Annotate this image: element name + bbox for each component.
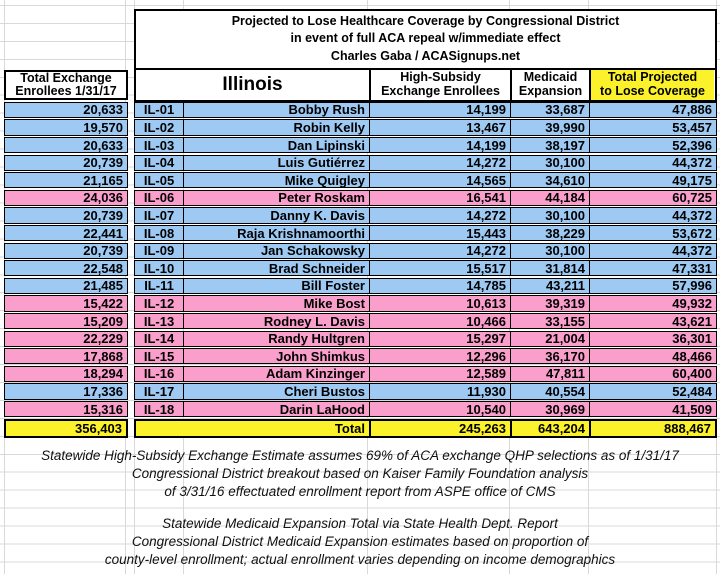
cell-representative: Mike Quigley — [183, 173, 369, 187]
cell-medicaid: 33,155 — [510, 314, 589, 328]
cell-high-subsidy: 16,541 — [369, 191, 510, 205]
footnote-line: Statewide Medicaid Expansion Total via State Health Dept. Report — [162, 515, 558, 531]
cell-medicaid: 30,969 — [510, 402, 589, 416]
table-row — [134, 137, 717, 153]
cell-district: IL-07 — [143, 208, 175, 224]
cell-total-projected: 53,457 — [589, 120, 716, 134]
cell-high-subsidy: 11,930 — [369, 384, 510, 398]
cell-medicaid: 36,170 — [510, 349, 589, 363]
cell-high-subsidy: 12,296 — [369, 349, 510, 363]
column-header-row — [136, 68, 715, 100]
table-row — [134, 383, 717, 399]
main-rows-container — [134, 102, 717, 419]
left-row: 20,633 — [4, 137, 128, 153]
left-column-header — [4, 70, 128, 100]
cell-high-subsidy: 12,589 — [369, 367, 510, 381]
left-row: 20,739 — [4, 155, 128, 171]
left-row: 17,336 — [4, 383, 128, 399]
cell-total-projected: 44,372 — [589, 208, 716, 222]
left-row: 15,209 — [4, 313, 128, 329]
cell-medicaid: 34,610 — [510, 173, 589, 187]
cell-total-projected: 52,484 — [589, 384, 716, 398]
left-column-header-line2: Enrollees 1/31/17 — [15, 84, 117, 98]
left-row: 21,485 — [4, 278, 128, 294]
cell-district: IL-02 — [143, 120, 175, 136]
cell-representative: Cheri Bustos — [183, 384, 369, 398]
col-high-subsidy-line2: Exchange Enrollees — [381, 83, 500, 98]
cell-district: IL-04 — [143, 155, 175, 171]
cell-medicaid: 38,197 — [510, 138, 589, 152]
cell-total-projected: 47,331 — [589, 261, 716, 275]
cell-total-projected: 48,466 — [589, 349, 716, 363]
cell-high-subsidy: 10,466 — [369, 314, 510, 328]
cell-district: IL-01 — [143, 102, 175, 118]
cell-high-subsidy: 14,785 — [369, 279, 510, 293]
cell-representative: Raja Krishnamoorthi — [183, 226, 369, 240]
left-row: 15,422 — [4, 295, 128, 311]
title-line3: Charles Gaba / ACASignups.net — [330, 48, 521, 63]
col-total-line1: Total Projected — [607, 70, 698, 84]
total-medicaid-value: 643,204 — [510, 421, 589, 436]
table-row — [134, 225, 717, 241]
left-row: 20,739 — [4, 207, 128, 223]
cell-high-subsidy: 14,199 — [369, 138, 510, 152]
cell-representative: Randy Hultgren — [183, 332, 369, 346]
cell-representative: Danny K. Davis — [183, 208, 369, 222]
left-row: 22,229 — [4, 331, 128, 347]
cell-high-subsidy: 15,517 — [369, 261, 510, 275]
footnote-line: county-level enrollment; actual enrollment varies depending on income demographics — [104, 551, 616, 567]
main-total-row — [134, 419, 717, 438]
total-row-label: Total — [334, 420, 365, 436]
cell-high-subsidy: 14,272 — [369, 244, 510, 258]
footnote-block-medicaid — [0, 515, 720, 569]
table-row — [134, 243, 717, 259]
cell-high-subsidy: 14,199 — [369, 103, 510, 117]
cell-medicaid: 30,100 — [510, 156, 589, 170]
cell-representative: John Shimkus — [183, 349, 369, 363]
cell-district: IL-09 — [143, 243, 175, 259]
cell-medicaid: 21,004 — [510, 332, 589, 346]
col-high-subsidy-line1: High-Subsidy — [400, 70, 481, 84]
footnote-block-exchange — [0, 447, 720, 501]
cell-representative: Mike Bost — [183, 296, 369, 310]
cell-representative: Darin LaHood — [183, 402, 369, 416]
cell-medicaid: 30,100 — [510, 244, 589, 258]
cell-high-subsidy: 14,565 — [369, 173, 510, 187]
cell-district: IL-13 — [143, 313, 175, 329]
table-row — [134, 190, 717, 206]
cell-total-projected: 49,175 — [589, 173, 716, 187]
cell-high-subsidy: 15,443 — [369, 226, 510, 240]
cell-representative: Dan Lipinski — [183, 138, 369, 152]
left-row: 22,548 — [4, 260, 128, 276]
cell-medicaid: 47,811 — [510, 367, 589, 381]
cell-medicaid: 31,814 — [510, 261, 589, 275]
left-row: 15,316 — [4, 401, 128, 417]
cell-total-projected: 36,301 — [589, 332, 716, 346]
cell-medicaid: 43,211 — [510, 279, 589, 293]
left-row: 18,294 — [4, 366, 128, 382]
footnote-line: Congressional District breakout based on Kaiser Family Foundation analysis — [131, 466, 589, 481]
cell-total-projected: 60,725 — [589, 191, 716, 205]
table-row — [134, 155, 717, 171]
cell-medicaid: 44,184 — [510, 191, 589, 205]
cell-district: IL-05 — [143, 172, 175, 188]
cell-district: IL-06 — [143, 190, 175, 206]
cell-medicaid: 39,319 — [510, 296, 589, 310]
cell-representative: Brad Schneider — [183, 261, 369, 275]
cell-total-projected: 44,372 — [589, 156, 716, 170]
cell-medicaid: 33,687 — [510, 103, 589, 117]
cell-total-projected: 52,396 — [589, 138, 716, 152]
table-row — [134, 313, 717, 329]
title-line2: in event of full ACA repeal w/immediate effect — [290, 31, 561, 46]
cell-representative: Peter Roskam — [183, 191, 369, 205]
table-row — [134, 348, 717, 364]
footnote-line: Congressional District Medicaid Expansion estimates based on proportion of — [131, 533, 589, 549]
footnote-line: of 3/31/16 effectuated enrollment report from ASPE office of CMS — [164, 484, 556, 499]
cell-high-subsidy: 10,540 — [369, 402, 510, 416]
col-medicaid-header — [510, 70, 589, 100]
left-rows-container — [4, 102, 128, 419]
col-medicaid-line2: Expansion — [518, 83, 583, 98]
left-row: 22,441 — [4, 225, 128, 241]
cell-high-subsidy: 14,272 — [369, 208, 510, 222]
table-row — [134, 172, 717, 188]
cell-total-projected: 53,672 — [589, 226, 716, 240]
left-row: 24,036 — [4, 190, 128, 206]
table-title — [136, 11, 715, 68]
cell-representative: Adam Kinzinger — [183, 367, 369, 381]
total-projected-value: 888,467 — [589, 421, 715, 436]
col-total-line2: to Lose Coverage — [600, 83, 705, 98]
left-row: 19,570 — [4, 119, 128, 135]
footnote-line: Statewide High-Subsidy Exchange Estimate assumes 69% of ACA exchange QHP selections as of 1/31/17 — [41, 448, 679, 463]
cell-total-projected: 41,509 — [589, 402, 716, 416]
cell-total-projected: 47,886 — [589, 103, 716, 117]
cell-representative: Robin Kelly — [183, 120, 369, 134]
cell-district: IL-08 — [143, 225, 175, 241]
cell-representative: Rodney L. Davis — [183, 314, 369, 328]
table-row — [134, 278, 717, 294]
state-header — [136, 70, 369, 100]
cell-medicaid: 40,554 — [510, 384, 589, 398]
cell-district: IL-17 — [143, 383, 175, 399]
table-row — [134, 331, 717, 347]
left-row: 21,165 — [4, 172, 128, 188]
table-row — [134, 260, 717, 276]
cell-district: IL-18 — [143, 401, 175, 417]
cell-district: IL-03 — [143, 137, 175, 153]
title-line1: Projected to Lose Healthcare Coverage by Congressional District — [231, 13, 620, 28]
cell-total-projected: 57,996 — [589, 279, 716, 293]
table-row — [134, 295, 717, 311]
left-column-header-line1: Total Exchange — [20, 71, 112, 85]
col-high-subsidy-header — [369, 70, 510, 100]
cell-total-projected: 60,400 — [589, 367, 716, 381]
main-table-header — [134, 9, 717, 102]
cell-representative: Luis Gutiérrez — [183, 156, 369, 170]
cell-representative: Bobby Rush — [183, 103, 369, 117]
left-total-cell — [4, 419, 128, 438]
state-label: Illinois — [222, 73, 283, 95]
cell-total-projected: 43,621 — [589, 314, 716, 328]
cell-representative: Jan Schakowsky — [183, 244, 369, 258]
col-total-header — [589, 70, 714, 100]
cell-district: IL-15 — [143, 348, 175, 364]
cell-medicaid: 30,100 — [510, 208, 589, 222]
cell-total-projected: 44,372 — [589, 244, 716, 258]
total-high-subsidy-value: 245,263 — [369, 421, 510, 436]
table-row — [134, 119, 717, 135]
cell-high-subsidy: 13,467 — [369, 120, 510, 134]
cell-high-subsidy: 10,613 — [369, 296, 510, 310]
total-exchange-enrollees-value: 356,403 — [75, 420, 122, 436]
left-row: 20,633 — [4, 102, 128, 118]
cell-district: IL-10 — [143, 260, 175, 276]
cell-district: IL-14 — [143, 331, 175, 347]
table-row — [134, 366, 717, 382]
cell-high-subsidy: 14,272 — [369, 156, 510, 170]
cell-district: IL-12 — [143, 295, 175, 311]
table-row — [134, 401, 717, 417]
cell-medicaid: 39,990 — [510, 120, 589, 134]
cell-medicaid: 38,229 — [510, 226, 589, 240]
cell-total-projected: 49,932 — [589, 296, 716, 310]
cell-district: IL-16 — [143, 366, 175, 382]
left-row: 20,739 — [4, 243, 128, 259]
table-row — [134, 207, 717, 223]
cell-representative: Bill Foster — [183, 279, 369, 293]
cell-district: IL-11 — [144, 278, 174, 294]
table-row — [134, 102, 717, 118]
left-row: 17,868 — [4, 348, 128, 364]
col-medicaid-line1: Medicaid — [523, 70, 578, 84]
cell-high-subsidy: 15,297 — [369, 332, 510, 346]
